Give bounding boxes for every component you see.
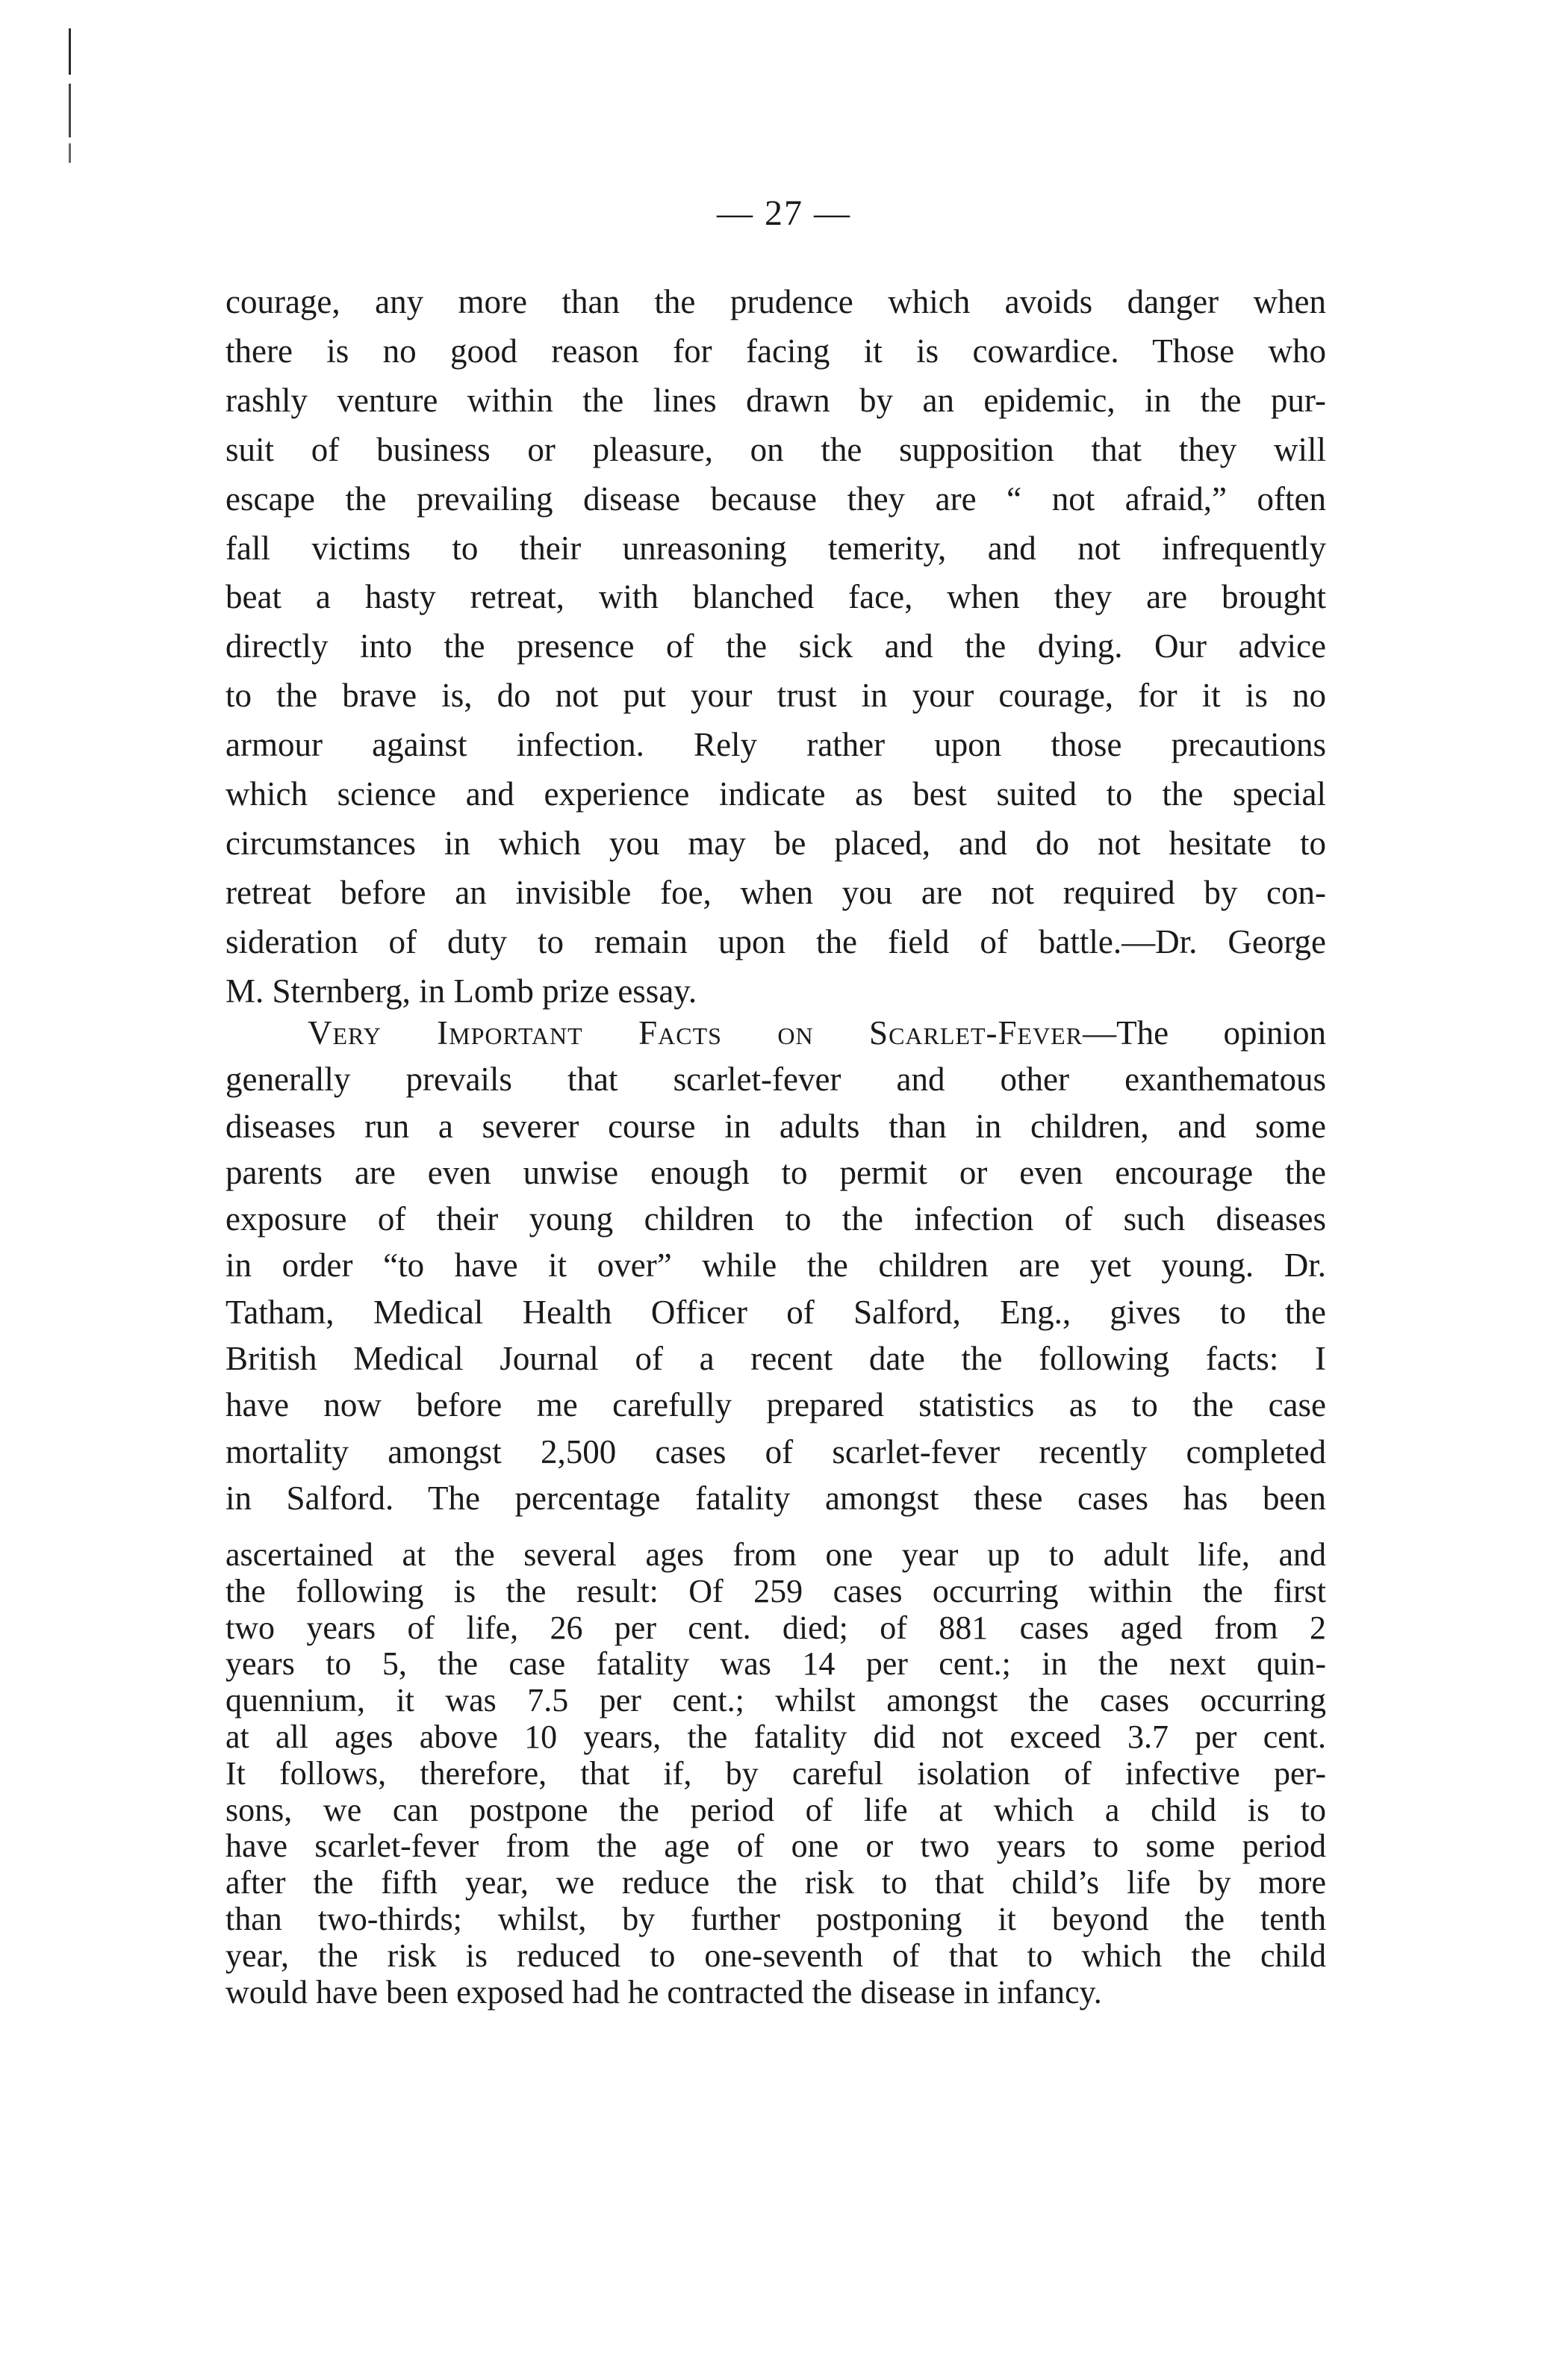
text-line: year, the risk is reduced to one-seventh of that to which the child	[225, 1937, 1326, 1974]
text-line: beat a hasty retreat, with blanched face, when they are brought	[225, 578, 1326, 616]
text-line: fall victims to their unreasoning temerity, and not infrequently	[225, 529, 1326, 567]
text-line: quennium, it was 7.5 per cent.; whilst amongst the cases occurring	[225, 1682, 1326, 1719]
text-line: which science and experience indicate as best suited to the special	[225, 775, 1326, 813]
paragraph-courage	[225, 278, 1326, 1016]
scan-edge-mark	[69, 28, 71, 75]
text-line: in order “to have it over” while the children are yet young. Dr.	[225, 1246, 1326, 1285]
page-number: — 27 —	[717, 193, 851, 233]
text-line: to the brave is, do not put your trust in your courage, for it is no	[225, 677, 1326, 715]
scan-edge-mark	[69, 143, 71, 163]
text-line: after the fifth year, we reduce the risk to that child’s life by more	[225, 1864, 1326, 1901]
text-line: armour against infection. Rely rather upon those precautions	[225, 726, 1326, 764]
text-line: ascertained at the several ages from one year up to adult life, and	[225, 1536, 1326, 1573]
text-line: courage, any more than the prudence which avoids danger when	[225, 283, 1326, 320]
text-line: diseases run a severer course in adults than in children, and some	[225, 1107, 1326, 1145]
text-line: It follows, therefore, that if, by careful isolation of infective per-	[225, 1754, 1326, 1792]
paragraph-statistics	[225, 1537, 1326, 2011]
text-line: directly into the presence of the sick and the dying. Our advice	[225, 627, 1326, 665]
text-line: M. Sternberg, in Lomb prize essay.	[225, 972, 697, 1010]
text-line: escape the prevailing disease because they are “ not afraid,” often	[225, 479, 1326, 518]
text-line: there is no good reason for facing it is cowardice. Those who	[225, 332, 1326, 370]
text-line: circumstances in which you may be placed, and do not hesitate to	[225, 824, 1326, 862]
text-line: parents are even unwise enough to permit or even encourage the	[225, 1153, 1326, 1191]
text-line: exposure of their young children to the infection of such diseases	[225, 1200, 1326, 1238]
text-line: sideration of duty to remain upon the field of battle.—Dr. George	[225, 922, 1326, 960]
text-line: would have been exposed had he contracted the disease in infancy.	[225, 1973, 1102, 2011]
heading-continuation: —The opinion	[1083, 1014, 1326, 1052]
text-line: retreat before an invisible foe, when you are not required by con-	[225, 873, 1326, 911]
text-line: suit of business or pleasure, on the supposition that they will	[225, 430, 1326, 468]
text-line: years to 5, the case fatality was 14 per cent.; in the next quin-	[225, 1645, 1326, 1683]
text-line: rashly venture within the lines drawn by an epidemic, in the pur-	[225, 381, 1326, 419]
section-heading: Very Important Facts on Scarlet-Fever	[308, 1014, 1083, 1052]
text-line: two years of life, 26 per cent. died; of 881 cases aged from 2	[225, 1609, 1326, 1646]
text-line: Tatham, Medical Health Officer of Salford, Eng., gives to the	[225, 1293, 1326, 1331]
text-line: have scarlet-fever from the age of one or two years to some period	[225, 1828, 1326, 1865]
paragraph-scarlet-fever	[225, 1010, 1326, 1521]
paragraph-first-line	[225, 1010, 1326, 1056]
text-line: the following is the result: Of 259 cases occurring within the first	[225, 1572, 1326, 1609]
text-line: sons, we can postpone the period of life at which a child is to	[225, 1791, 1326, 1828]
text-line: have now before me carefully prepared statistics as to the case	[225, 1386, 1326, 1424]
text-line: British Medical Journal of a recent date the following facts: I	[225, 1340, 1326, 1378]
text-line: at all ages above 10 years, the fatality did not exceed 3.7 per cent.	[225, 1718, 1326, 1755]
text-line: mortality amongst 2,500 cases of scarlet-fever recently completed	[225, 1432, 1326, 1471]
scan-edge-mark	[69, 84, 71, 137]
text-line: than two-thirds; whilst, by further postponing it beyond the tenth	[225, 1900, 1326, 1937]
text-line: generally prevails that scarlet-fever and other exanthematous	[225, 1061, 1326, 1099]
text-line: in Salford. The percentage fatality amongst these cases has been	[225, 1479, 1326, 1517]
